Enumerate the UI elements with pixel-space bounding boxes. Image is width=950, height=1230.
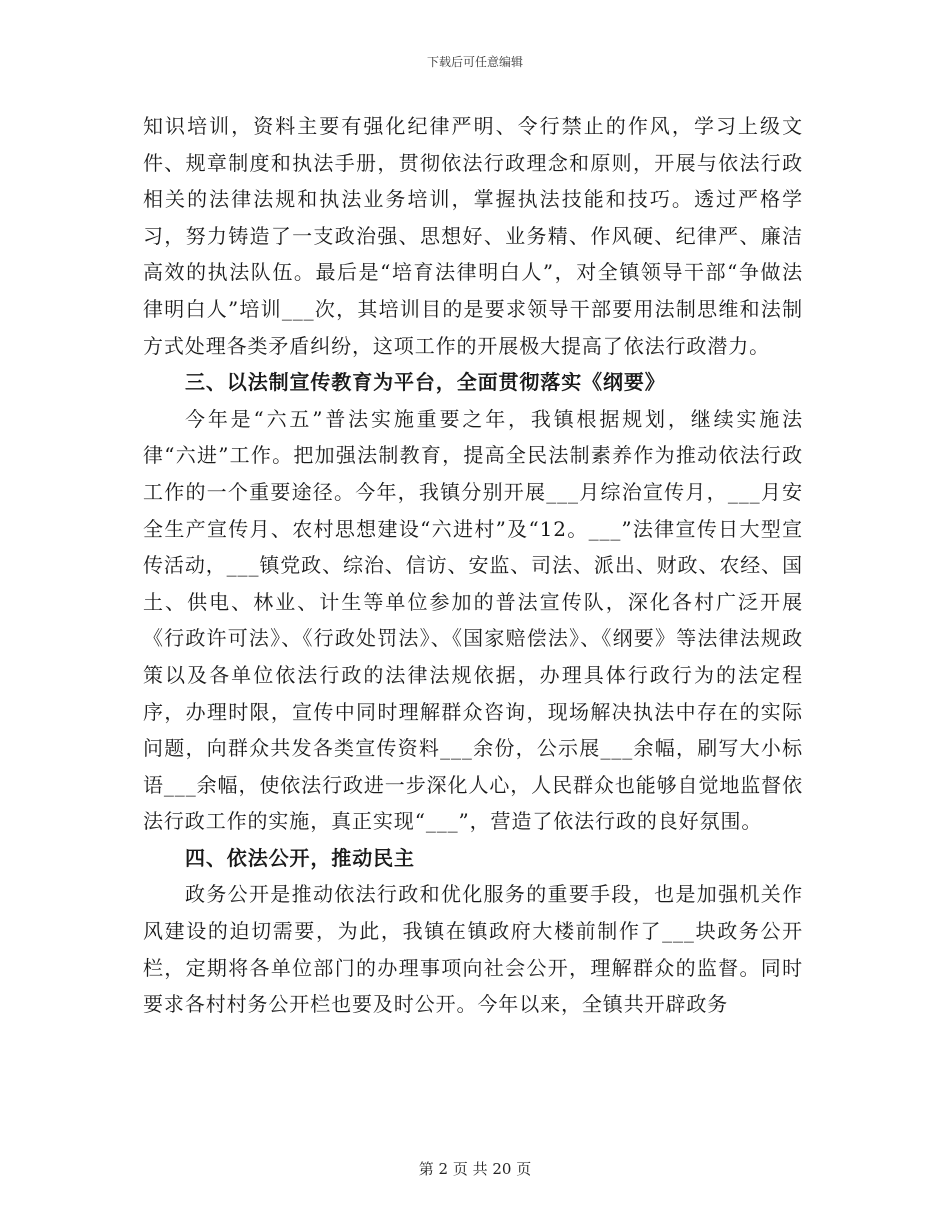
document-body [143, 108, 803, 1023]
page-number: 第 2 页 共 20 页 [418, 1160, 532, 1178]
paragraph-legal-education: 今年是“六五”普法实施重要之年，我镇根据规划，继续实施法律“六进”工作。把加强法制教育，提高全民法制素养作为推动依法行政工作的一个重要途径。今年，我镇分别开展___月综治宣传月，___月安全生产宣传月、农村思想建设“六进村”及“12。___”法律宣传日大型宣传活动，___镇党政、综治、信访、安监、司法、派出、财政、农经、国土、供电、林业、计生等单位参加的普法宣传队，深化各村广泛开展《行政许可法》、《行政处罚法》、《国家赔偿法》、《纲要》等法律法规政策以及各单位依法行政的法律法规依据，办理具体行政行为的法定程序，办理时限，宣传中同时理解群众咨询，现场解决执法中存在的实际问题，向群众共发各类宣传资料___余份，公示展___余幅，刷写大小标语___余幅，使依法行政进一步深化人心，人民群众也能够自觉地监督依法行政工作的实施，真正实现“___”，营造了依法行政的良好氛围。 [143, 406, 803, 834]
paragraph-training: 知识培训，资料主要有强化纪律严明、令行禁止的作风，学习上级文件、规章制度和执法手册，贯彻依法行政理念和原则，开展与依法行政相关的法律法规和执法业务培训，掌握执法技能和技巧。透过严格学习，努力铸造了一支政治强、思想好、业务精、作风硬、纪律严、廉洁高效的执法队伍。最后是“培育法律明白人”，对全镇领导干部“争做法律明白人”培训___次，其培训目的是要求领导干部要用法制思维和法制方式处理各类矛盾纠纷，这项工作的开展极大提高了依法行政潜力。 [143, 114, 803, 358]
page-header-note: 下载后可任意编辑 [426, 55, 523, 69]
section-heading-4: 四、依法公开，推动民主 [185, 845, 415, 870]
section-heading-3: 三、以法制宣传教育为平台，全面贯彻落实《纲要》 [185, 370, 666, 395]
paragraph-government-disclosure: 政务公开是推动依法行政和优化服务的重要手段，也是加强机关作风建设的迫切需要，为此，我镇在镇政府大楼前制作了___块政务公开栏，定期将各单位部门的办理事项向社会公开，理解群众的监督。同时要求各村村务公开栏也要及时公开。今年以来，全镇共开辟政务 [143, 882, 803, 1017]
